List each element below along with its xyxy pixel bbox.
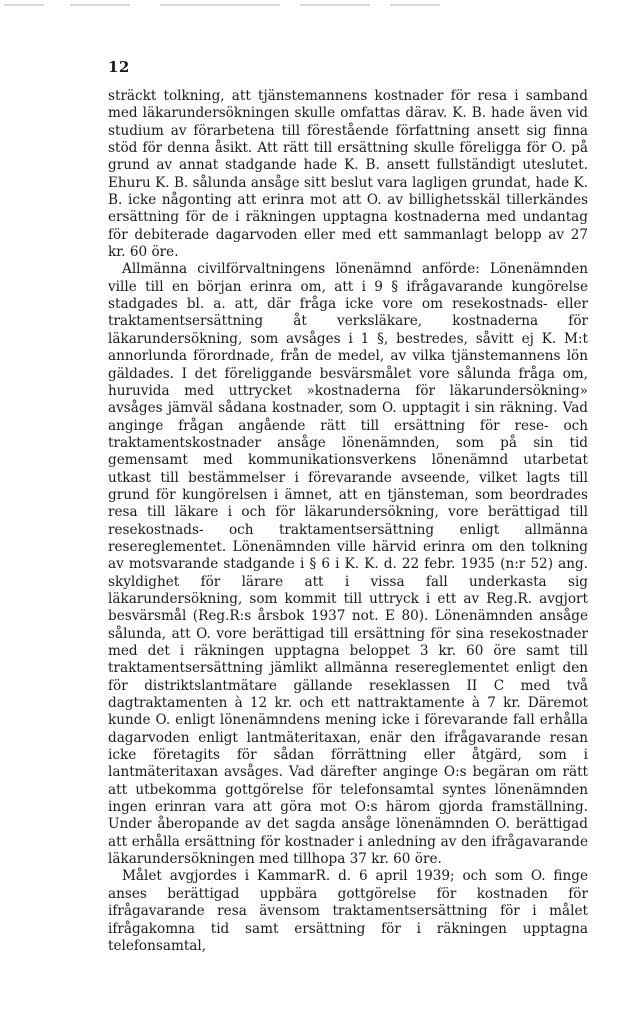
paragraph-2: Allmänna civilförvaltningens lönenämnd anförde: Lönenämnden ville till en början erinra om, att i 9 § ifrågavarande kungörelse stadgades bl. a. att, där fråga icke vore om resekostnads- eller traktamentsersättning åt verksläkare, kostnaderna för läkarundersökning, som avsåges i 1 §, bestredes, såvitt ej K. M:t annorlunda förordnade, från de medel, av vilka tjänstemannens lön gäldades. I det föreliggande besvärsmålet vore sålunda fråga om, huruvida med uttrycket »kostnaderna för läkarundersökning» avsåges jämväl sådana kostnader, som O. upptagit i sin räkning. Vad anginge frågan angående rätt till ersättning för rese- och traktamentskostnader ansåge lönenämnden, som på sin tid gemensamt med kommunikationsverkens lönenämnd utarbetat utkast till bestämmelser i förevarande avseende, vilket lagts till grund för kungörelsen i ämnet, att en tjänsteman, som beordrades resa till läkare i och för läkarundersökning, vore berättigad till resekostnads- och traktamentsersättning enligt allmänna resereglementet. Lönenämnden ville härvid erinra om den tolkning av motsvarande stadgande i § 6 i K. K. d. 22 febr. 1935 (n:r 52) ang. skyldighet för lärare att i vissa fall underkasta sig läkarundersökning, som kommit till uttryck i ett av Reg.R. avgjort besvärsmål (Reg.R:s årsbok 1937 not. E 80). Lönenämnden ansåge sålunda, att O. vore berättigad till ersättning för sina resekostnader med det i räkningen upptagna beloppet 3 kr. 60 öre samt till traktamentsersättning jämlikt allmänna resereglementet enligt den för distriktslantmätare gällande reseklassen II C med två dagtraktamenten à 12 kr. och ett nattraktamente à 7 kr. Däremot kunde O. enligt lönenämndens mening icke i förevarande fall erhålla dagarvoden enligt lantmäteritaxan, enär den ifrågavarande resan icke företagits för sådan förrättning eller åtgärd, som i lantmäteritaxan avsåges. Vad därefter anginge O:s begäran om rätt att utbekomma gottgörelse för telefonsamtal syntes lönenämnden ingen erinran vara att göra mot O:s härom gjorda framställning. Under åberopande av det sagda ansåge lönenämnden O. berättigad att erhålla ersättning för kostnader i anledning av den ifrågavarande läkarundersökningen med tillhopa 37 kr. 60 öre. [108,261,588,868]
scan-edge-artifact [0,2,632,10]
document-page [108,58,588,955]
paragraph-3: Målet avgjordes i KammarR. d. 6 april 1939; och som O. finge anses berättigad uppbära gottgörelse för kostnaden för ifrågavarande resa ävensom traktamentsersättning för i målet ifrågakomna tid samt ersättning för i räkningen upptagna telefonsamtal, [108,868,588,954]
paragraph-1: sträckt tolkning, att tjänstemannens kostnader för resa i samband med läkarundersökningen skulle omfattas därav. K. B. hade även vid studium av förarbetena till förestående författning ansett sig finna stöd för denna åsikt. Att rätt till ersättning skulle föreligga för O. på grund av annat stadgande hade K. B. ansett fullständigt uteslutet. Ehuru K. B. sålunda ansåge sitt beslut vara lagligen grundat, hade K. B. icke någonting att erinra mot att O. av billighetsskäl tillerkändes ersättning för de i räkningen upptagna kostnaderna med undantag för debiterade dagarvoden eller med ett sammanlagt belopp av 27 kr. 60 öre. [108,88,588,261]
body-text [108,88,588,955]
page-number: 12 [108,58,130,76]
